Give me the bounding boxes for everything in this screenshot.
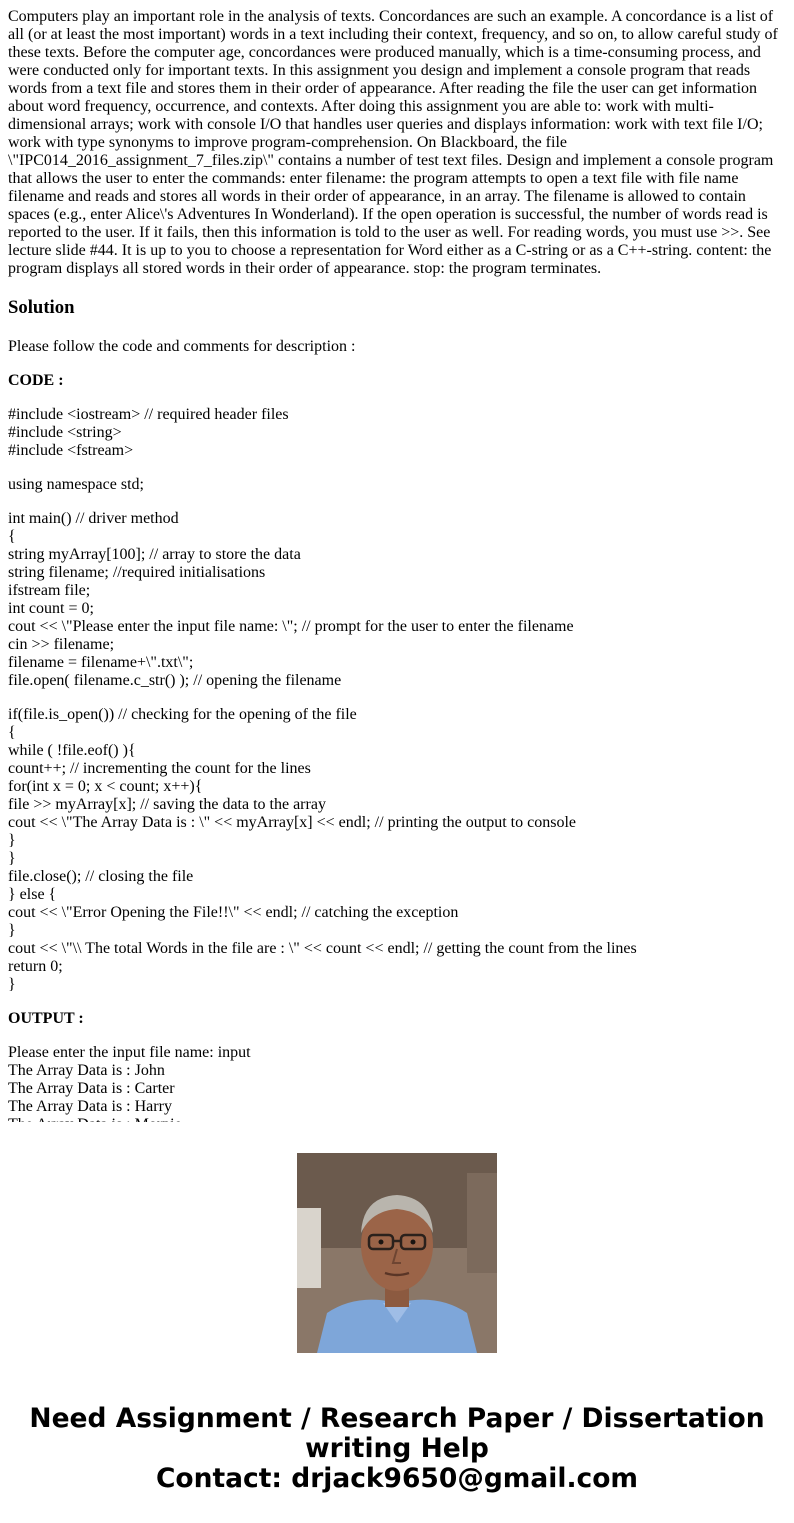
code-line: count++; // incrementing the count for the lines <box>8 760 311 777</box>
output-listing <box>8 1044 786 1134</box>
code-line: { <box>8 724 16 741</box>
code-line: #include <fstream> <box>8 442 134 459</box>
cta-line: Need Assignment / Research Paper / Dissertation <box>29 1403 765 1434</box>
intro-text: Please follow the code and comments for description : <box>8 338 356 355</box>
avatar-portrait-icon <box>297 1153 497 1353</box>
code-line: #include <iostream> // required header files <box>8 406 289 423</box>
code-line: string filename; //required initialisations <box>8 564 266 581</box>
code-line: cout << \"Error Opening the File!!\" << endl; // catching the exception <box>8 904 459 921</box>
code-line: } <box>8 850 16 867</box>
cta-line: writing Help <box>305 1433 489 1464</box>
solution-document <box>8 8 786 1122</box>
code-block <box>8 406 786 460</box>
code-block <box>8 706 786 994</box>
code-line: for(int x = 0; x < count; x++){ <box>8 778 203 795</box>
code-line: int count = 0; <box>8 600 94 617</box>
contact-banner <box>0 1404 794 1494</box>
code-line: cout << \"The Array Data is : \" << myArray[x] << endl; // printing the output to console <box>8 814 576 831</box>
output-line: The Array Data is : Carter <box>8 1080 175 1097</box>
code-line: file >> myArray[x]; // saving the data to the array <box>8 796 326 813</box>
code-line: } else { <box>8 886 57 903</box>
output-label: OUTPUT : <box>8 1010 84 1027</box>
code-block <box>8 476 786 494</box>
code-line: file.open( filename.c_str() ); // opening the filename <box>8 672 342 689</box>
code-listing <box>8 406 786 994</box>
code-line: if(file.is_open()) // checking for the opening of the file <box>8 706 357 723</box>
solution-heading: Solution <box>8 297 75 318</box>
code-line: string myArray[100]; // array to store the data <box>8 546 301 563</box>
code-line: ifstream file; <box>8 582 91 599</box>
code-label: CODE : <box>8 372 64 389</box>
code-line: int main() // driver method <box>8 510 179 527</box>
output-line: Please enter the input file name: input <box>8 1044 251 1061</box>
code-line: { <box>8 528 16 545</box>
code-line: } <box>8 922 16 939</box>
code-line: #include <string> <box>8 424 122 441</box>
footer-banner <box>0 1122 794 1523</box>
code-line: cin >> filename; <box>8 636 115 653</box>
code-line: while ( !file.eof() ){ <box>8 742 136 759</box>
question-text: Computers play an important role in the analysis of texts. Concordances are such an example. A concordance is a list of all (or at least the most important) words in a text including their context, frequency, and so on, to allow careful study of these texts. Before the computer age, concordances were produced manually, which is a time-consuming process, and were conducted only for important texts. In this assignment you design and implement a console program that reads words from a text file and stores them in their order of appearance. After reading the file the user can get information about word frequency, occurrence, and contexts. After doing this assignment you are able to: work with multi-dimensional arrays; work with console I/O that handles user queries and displays information: work with text file I/O; work with type synonyms to improve program-comprehension. On Blackboard, the file \"IPC014_2016_assignment_7_files.zip\" contains a number of test text files. Design and implement a console program that allows the user to enter the commands: enter filename: the program attempts to open a text file with file name filename and reads and stores all words in their order of appearance, in an array. The filename is allowed to contain spaces (e.g., enter Alice\'s Adventures In Wonderland). If the open operation is successful, the number of words read is reported to the user. If it fails, then this information is told to the user as well. For reading words, you must use >>. See lecture slide #44. It is up to you to choose a representation for Word either as a C-string or as a C++-string. content: the program displays all stored words in their order of appearance. stop: the program terminates. <box>8 8 778 277</box>
avatar <box>297 1153 497 1353</box>
code-line: } <box>8 832 16 849</box>
output-line: The Array Data is : John <box>8 1062 165 1079</box>
code-line: return 0; <box>8 958 63 975</box>
code-block <box>8 510 786 690</box>
output-line: The Array Data is : Harry <box>8 1098 172 1115</box>
code-line: cout << \"Please enter the input file name: \"; // prompt for the user to enter the filename <box>8 618 574 635</box>
code-line: using namespace std; <box>8 476 144 493</box>
contact-email-text: Contact: drjack9650@gmail.com <box>155 1463 639 1494</box>
code-line: } <box>8 976 16 993</box>
code-line: cout << \"\\ The total Words in the file are : \" << count << endl; // getting the count from the lines <box>8 940 637 957</box>
code-line: filename = filename+\".txt\"; <box>8 654 194 671</box>
code-line: file.close(); // closing the file <box>8 868 194 885</box>
